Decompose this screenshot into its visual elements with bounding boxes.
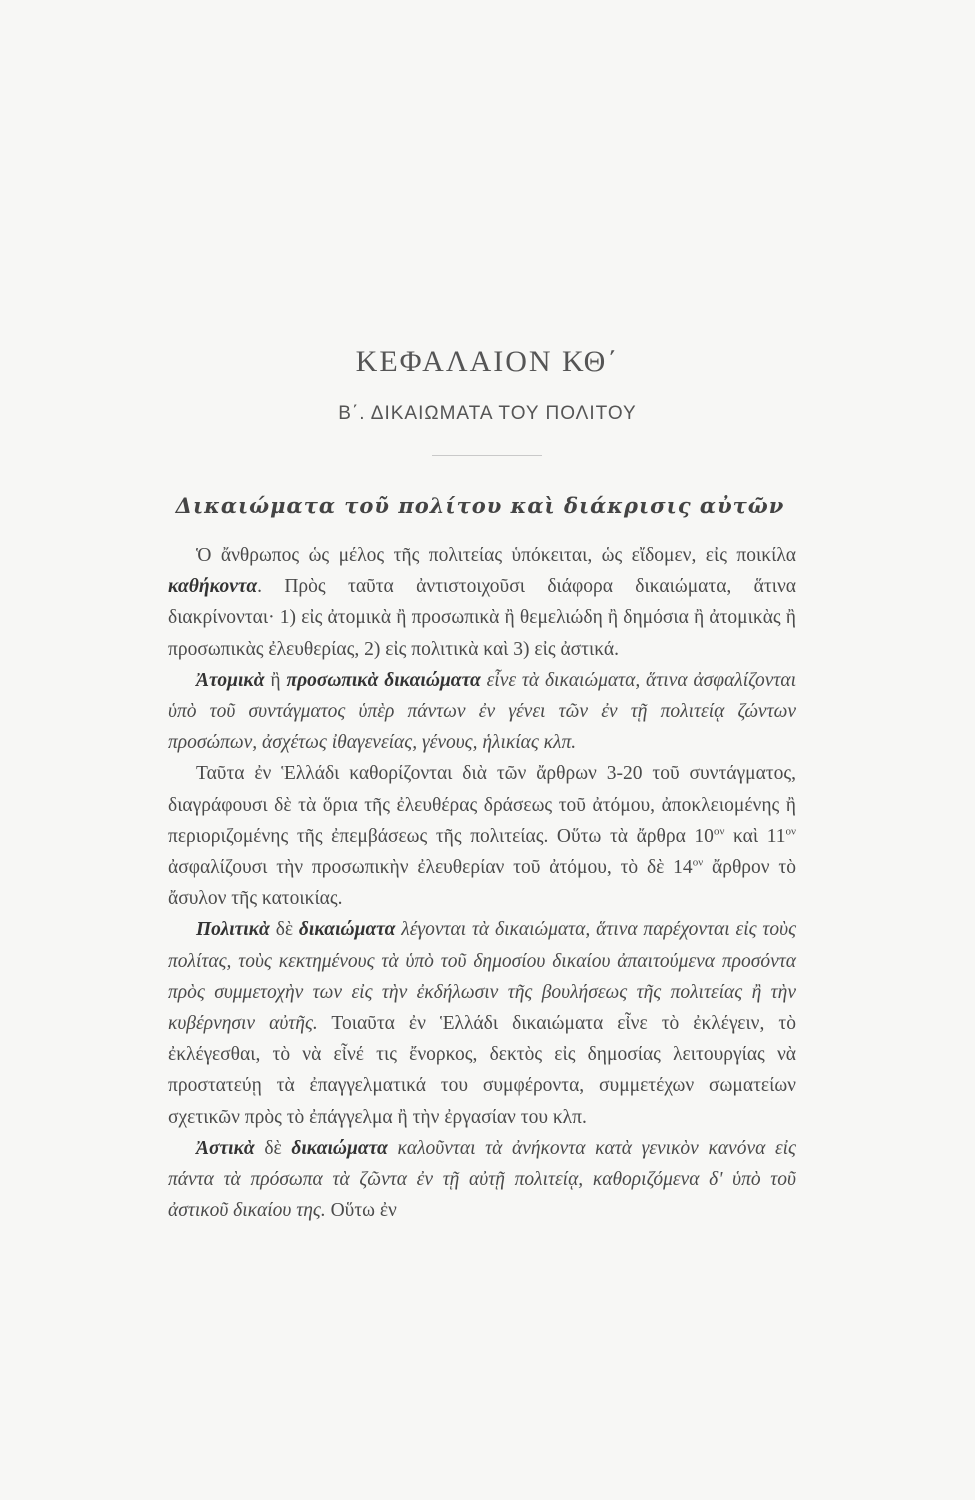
p3-text-a: Ταῦτα ἐν Ἑλλάδι καθορίζονται διὰ τῶν ἄρθρων 3-20 τοῦ συντάγματος, διαγράφουσι δὲ τὰ ὅρια τῆς ἐλευθέρας δράσεως τοῦ ἀτόμου, ἀποκλειομένης ἢ περιοριζομένης τῆς ἐπεμβάσεως τῆς πολιτείας. Οὕτω τὰ ἄρθρα 10 [168,763,796,847]
p4-term-politika: Πολιτικὰ [196,919,270,941]
p3-sup-3: ον [692,856,704,869]
p3-text-c: ἀσφαλίζουσι τὴν προσωπικὴν ἐλευθερίαν τοῦ ἀτόμου, τὸ δὲ 14 [168,857,693,879]
paragraph-4 [168,914,796,1132]
section-title: Δικαιώματα τοῦ πολίτου καὶ διάκρισις αὐτῶν [175,493,785,518]
p2-term-prosopika: προσωπικὰ δικαιώματα [286,669,481,691]
chapter-subtitle: Β΄. ΔΙΚΑΙΩΜΑΤΑ ΤΟΥ ΠΟΛΙΤΟΥ [338,403,637,424]
p1-emphasis: καθήκοντα [168,576,258,598]
p1-text-a: Ὁ ἄνθρωπος ὡς μέλος τῆς πολιτείας ὑπόκειται, ὡς εἴδομεν, εἰς ποικίλα [196,545,796,566]
p4-text-e: Τοιαῦτα ἐν Ἑλλάδι δικαιώματα εἶνε τὸ ἐκλέγειν, τὸ ἐκλέγεσθαι, τὸ νὰ εἶνέ τις ἔνορκος, δεκτὸς εἰς δημοσίας λειτουργίας νὰ προστατεύῃ τὰ ἐπαγγελματικά του συμφέροντα, συμμετέχων σωματείων σχετικῶν πρὸς τὸ ἐπάγγελμα ἢ τὴν ἐργασίαν του κλπ. [168,1013,796,1128]
p2-text-b: ἢ [264,669,287,691]
p5-text-d: καλοῦνται τὰ ἀνήκοντα κατὰ γενικὸν κανόνα εἰς πάντα τὰ πρόσωπα τὰ ζῶντα ἐν τῇ αὐτῇ πολιτείᾳ, καθοριζόμενα δ' ὑπὸ τοῦ ἀστικοῦ δικαίου της. [168,1137,796,1222]
paragraph-3 [168,758,796,914]
chapter-heading: ΚΕΦΑΛΑΙΟΝ ΚΘ΄ [355,345,620,378]
p5-text-e: Οὕτω ἐν [325,1200,397,1222]
p3-sup-2: ον [785,825,796,838]
p3-sup-1: ον [713,825,725,838]
body-text [168,540,796,1226]
p2-text-d: εἶνε τὰ δικαιώματα, ἅτινα ἀσφαλίζονται ὑπὸ τοῦ συντάγματος ὑπὲρ πάντων ἐν γένει τῶν ἐν τῇ πολιτείᾳ ζώντων προσώπων, ἀσχέτως ἰθαγενείας, γένους, ἡλικίας κλπ. [168,669,796,754]
paragraph-5 [168,1133,796,1227]
p4-text-d: λέγονται τὰ δικαιώματα, ἅτινα παρέχονται εἰς τοὺς πολίτας, τοὺς κεκτημένους τὰ ὑπὸ τοῦ δημοσίου δικαίου ἀπαιτούμενα προσόντα πρὸς συμμετοχὴν των εἰς τὴν ἐκδήλωσιν τῆς βουλήσεως τῆς πολιτείας ἢ τὴν κυβέρνησιν αὐτῆς. [168,919,796,1035]
divider-rule [432,455,542,456]
p4-text-b: δὲ [269,919,299,941]
p5-text-b: δὲ [254,1137,292,1159]
p1-text-c: . Πρὸς ταῦτα ἀντιστοιχοῦσι διάφορα δικαιώματα, ἅτινα διακρίνονται· 1) εἰς ἀτομικὰ ἢ προσωπικὰ ἢ θεμελιώδη ἢ δημόσια ἢ ἀτομικὰς ἢ προσωπικὰς ἐλευθερίας, 2) εἰς πολιτικὰ καὶ 3) εἰς ἀστικά. [168,576,796,660]
p5-term-dikaiomata: δικαιώματα [291,1137,388,1159]
paragraph-2 [168,665,796,759]
paragraph-1 [168,540,796,665]
p2-term-atomika: Ἀτομικὰ [196,669,265,691]
p3-text-d: ἄρθρον τὸ ἄσυλον τῆς κατοικίας. [168,857,796,910]
p5-term-astika: Ἀστικὰ [196,1137,255,1159]
p3-text-b: καὶ 11 [724,825,786,847]
p4-term-dikaiomata: δικαιώματα [298,919,396,941]
